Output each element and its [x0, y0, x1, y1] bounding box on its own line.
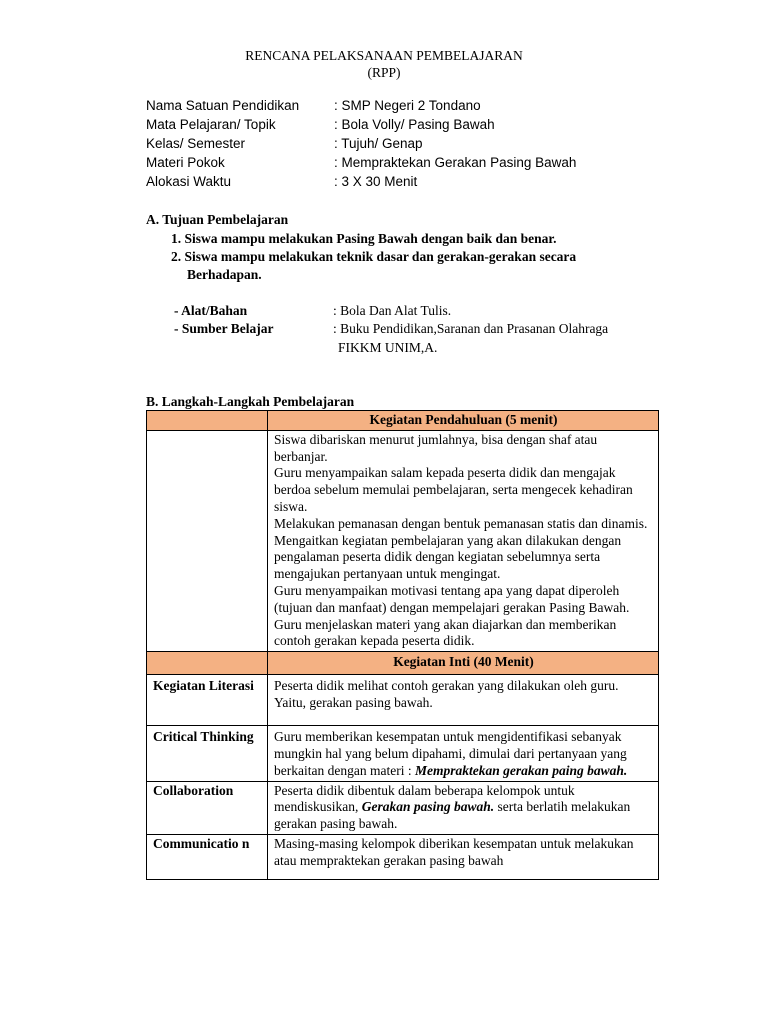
title-line: RENCANA PELAKSANAAN PEMBELAJARAN: [245, 48, 523, 63]
collab-content: [268, 781, 659, 834]
literasi-label: Kegiatan Literasi: [147, 675, 268, 726]
pendahuluan-header: Kegiatan Pendahuluan (5 menit): [268, 411, 659, 431]
critical-text: Guru memberikan kesempatan untuk mengidentifikasi sebanyak mungkin hal yang belum dipahami, dimulai dari pertanyaan yang berkaitan dengan materi :: [274, 729, 627, 778]
alat-value: : Bola Dan Alat Tulis.: [333, 303, 452, 318]
subtitle-line: (RPP): [367, 65, 401, 80]
empty-label-cell: [147, 430, 268, 651]
table-row: [147, 430, 659, 651]
identity-key: Kelas/ Semester: [146, 136, 246, 151]
list-item: Guru menyampaikan motivasi tentang apa yang dapat diperoleh (tujuan dan manfaat) dengan mempelajari gerakan Pasing Bawah.: [274, 582, 630, 615]
identity-key: Materi Pokok: [146, 155, 225, 170]
literasi-text: Peserta didik melihat contoh gerakan yang dilakukan oleh guru. Yaitu, gerakan pasing bawah.: [268, 675, 659, 726]
table-row: [147, 781, 659, 834]
sumber-label: - Sumber Belajar: [174, 321, 274, 336]
goal-item-2-cont: Berhadapan.: [187, 267, 262, 282]
identity-key: Mata Pelajaran/ Topik: [146, 117, 276, 132]
goal-item-1: 1. Siswa mampu melakukan Pasing Bawah dengan baik dan benar.: [171, 231, 557, 246]
goal-item-2: 2. Siswa mampu melakukan teknik dasar dan gerakan-gerakan secara: [171, 249, 577, 264]
list-item: Guru menyampaikan salam kepada peserta didik dan mengajak berdoa sebelum memulai pembelajaran, serta mengecek kehadiran siswa.: [274, 465, 633, 514]
pendahuluan-content: [268, 430, 659, 651]
list-item: Mengaitkan kegiatan pembelajaran yang akan dilakukan dengan pengalaman peserta didik dengan kegiatan sebelumnya serta mengajukan pertanyaan untuk mengingat.: [274, 532, 622, 582]
critical-emphasis: Mempraktekan gerakan paing bawah.: [414, 762, 628, 778]
comm-label: Communicatio n: [147, 834, 268, 879]
list-item: Guru menjelaskan materi yang akan diajarkan dan memberikan contoh gerakan kepada peserta didik.: [274, 616, 617, 649]
table-row: [147, 652, 659, 675]
critical-label: Critical Thinking: [147, 726, 268, 781]
table-row: [147, 726, 659, 781]
comm-text: Masing-masing kelompok diberikan kesempatan untuk melakukan atau mempraktekan gerakan pasing bawah: [268, 834, 659, 879]
collab-text-end: serta berlatih melakukan gerakan pasing bawah.: [274, 799, 631, 832]
identity-key: Alokasi Waktu: [146, 174, 232, 189]
alat-label: - Alat/Bahan: [174, 303, 248, 318]
table-row: [147, 411, 659, 431]
critical-content: [268, 726, 659, 781]
identity-value: : 3 X 30 Menit: [334, 174, 418, 189]
identity-value: : Bola Volly/ Pasing Bawah: [334, 117, 495, 132]
document-title: [0, 47, 768, 81]
table-header-empty-cell: [147, 652, 268, 675]
identity-key: Nama Satuan Pendidikan: [146, 98, 300, 113]
table-row: [147, 834, 659, 879]
identity-value: : SMP Negeri 2 Tondano: [334, 98, 481, 113]
collab-text: Peserta didik dibentuk dalam beberapa kelompok untuk mendiskusikan,: [274, 782, 575, 815]
table-row: [147, 675, 659, 726]
sumber-value-cont: FIKKM UNIM,A.: [338, 340, 438, 355]
learning-steps-table: [146, 410, 659, 880]
collab-label: Collaboration: [147, 781, 268, 834]
collab-emphasis: Gerakan pasing bawah.: [361, 799, 495, 815]
section-a-heading: A. Tujuan Pembelajaran: [146, 212, 289, 227]
table-header-empty-cell: [147, 411, 268, 431]
section-b-heading: B. Langkah-Langkah Pembelajaran: [146, 394, 355, 409]
list-item: Melakukan pemanasan dengan bentuk pemanasan statis dan dinamis.: [274, 515, 648, 531]
sumber-value: : Buku Pendidikan,Saranan dan Prasanan Olahraga: [333, 321, 609, 336]
inti-header: Kegiatan Inti (40 Menit): [268, 652, 659, 675]
identity-value: : Tujuh/ Genap: [334, 136, 423, 151]
identity-value: : Mempraktekan Gerakan Pasing Bawah: [334, 155, 577, 170]
list-item: Siswa dibariskan menurut jumlahnya, bisa dengan shaf atau berbanjar.: [274, 431, 598, 464]
